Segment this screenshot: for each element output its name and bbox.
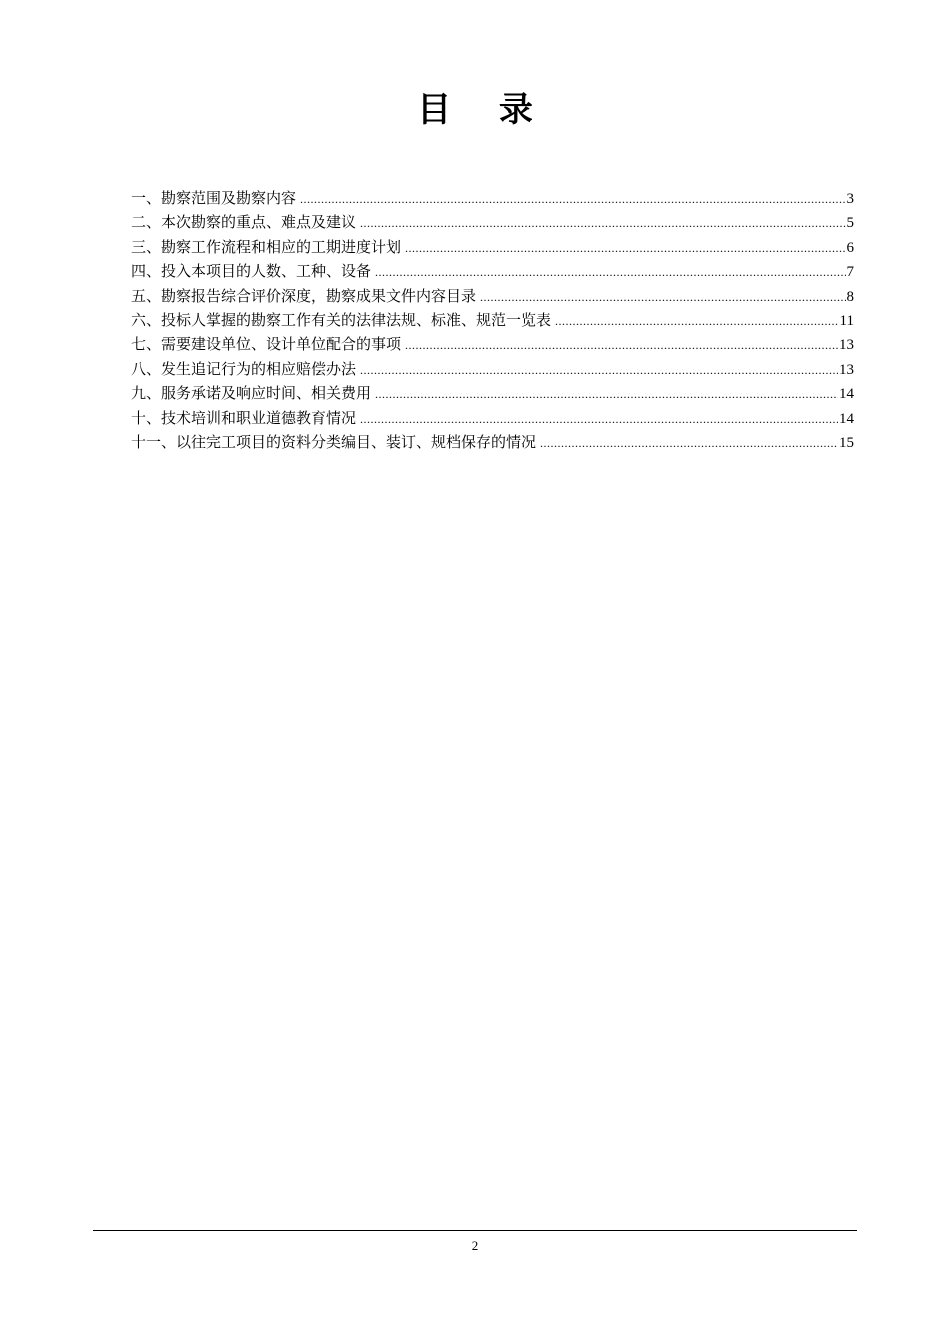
toc-leader-dots	[360, 407, 838, 431]
toc-entry-label: 六、投标人掌握的勘察工作有关的法律法规、标准、规范一览表	[131, 310, 552, 329]
toc-entry-label: 四、投入本项目的人数、工种、设备	[131, 262, 372, 281]
footer-divider	[93, 1230, 857, 1231]
toc-entry-10[interactable]	[131, 406, 854, 430]
toc-leader-dots	[540, 431, 838, 455]
toc-entry-6[interactable]	[131, 308, 854, 332]
page-title: 目 录	[417, 90, 551, 130]
toc-entry-page: 14	[839, 386, 854, 403]
toc-entry-page: 13	[839, 361, 854, 378]
toc-leader-dots	[360, 358, 838, 382]
toc-entry-2[interactable]	[131, 210, 854, 234]
toc-entry-9[interactable]	[131, 381, 854, 405]
toc-entry-label: 二、本次勘察的重点、难点及建议	[131, 213, 357, 232]
toc-leader-dots	[360, 211, 845, 235]
toc-entry-page: 15	[839, 434, 854, 451]
toc-entry-label: 五、勘察报告综合评价深度，勘察成果文件内容目录	[131, 286, 477, 305]
toc-entry-page: 7	[846, 264, 854, 281]
toc-entry-label: 八、发生追记行为的相应赔偿办法	[131, 359, 357, 378]
toc-leader-dots	[375, 382, 838, 406]
toc-leader-dots	[375, 260, 845, 284]
toc-entry-label: 九、服务承诺及响应时间、相关费用	[131, 384, 372, 403]
toc-entry-page: 14	[839, 410, 854, 427]
toc-leader-dots	[480, 285, 845, 309]
toc-leader-dots	[300, 187, 845, 211]
toc-entry-page: 8	[846, 288, 854, 305]
toc-leader-dots	[555, 309, 839, 333]
toc-entry-label: 一、勘察范围及勘察内容	[131, 189, 297, 207]
toc-entry-11[interactable]	[131, 430, 854, 454]
toc-entry-5[interactable]	[131, 284, 854, 308]
toc-entry-page: 11	[839, 312, 854, 329]
toc-entry-4[interactable]	[131, 259, 854, 283]
toc-entry-page: 3	[846, 191, 854, 207]
toc-entry-1[interactable]	[131, 186, 854, 210]
toc-leader-dots	[405, 333, 838, 357]
toc-entry-label: 七、需要建设单位、设计单位配合的事项	[131, 335, 402, 354]
toc-entry-label: 十、技术培训和职业道德教育情况	[131, 408, 357, 427]
toc-entry-label: 三、勘察工作流程和相应的工期进度计划	[131, 237, 402, 256]
toc-entry-3[interactable]	[131, 235, 854, 259]
toc-entry-page: 6	[846, 239, 854, 256]
toc-entry-8[interactable]	[131, 357, 854, 381]
page-number: 2	[471, 1238, 479, 1253]
toc-leader-dots	[405, 236, 845, 260]
toc-entry-7[interactable]	[131, 332, 854, 356]
toc-entry-label: 十一、以往完工项目的资料分类编目、装订、规档保存的情况	[131, 432, 537, 451]
toc-entry-page: 5	[846, 215, 854, 232]
toc-entry-page: 13	[839, 337, 854, 354]
table-of-contents	[131, 186, 854, 454]
